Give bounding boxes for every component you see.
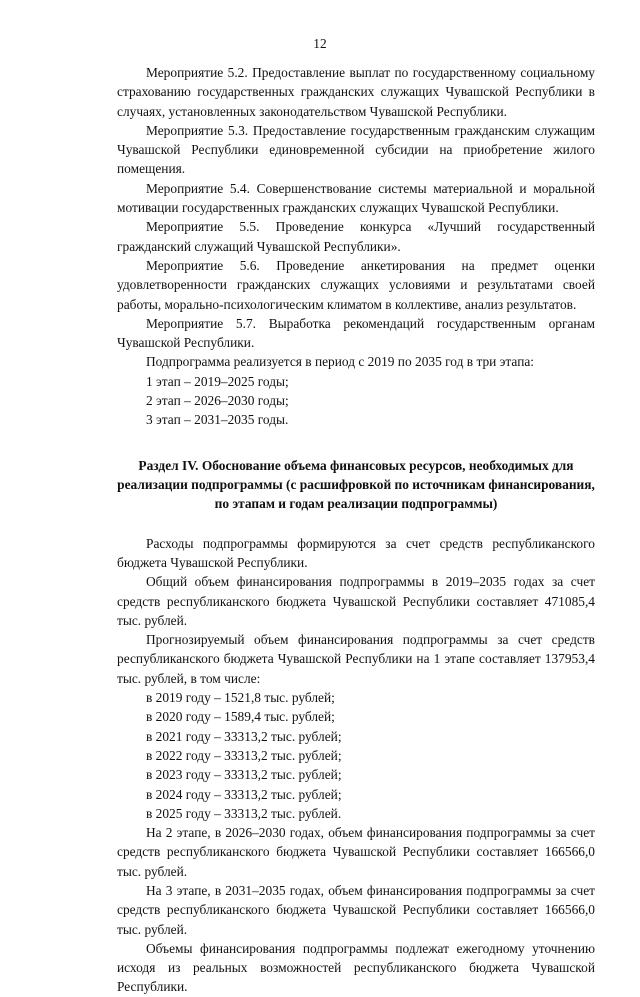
stage-item: 1 этап – 2019–2025 годы;	[146, 373, 289, 389]
stage2-funding: На 2 этапе, в 2026–2030 годах, объем финансирования подпрограммы за счет средств республиканского бюджета Чувашской Республики составляет 166566,0 тыс. рублей.	[117, 825, 595, 879]
yearly-amount: в 2022 году – 33313,2 тыс. рублей;	[146, 747, 342, 763]
stages-intro: Подпрограмма реализуется в период с 2019 по 2035 год в три этапа:	[146, 354, 535, 370]
stage1-forecast: Прогнозируемый объем финансирования подпрограммы за счет средств республиканского бюджета Чувашской Республики на 1 этапе составляет 137953,4 тыс. рублей, в том числе:	[117, 632, 595, 686]
measure-5-7: Мероприятие 5.7. Выработка рекомендаций государственным органам Чувашской Республики.	[117, 315, 595, 351]
stage-item: 3 этап – 2031–2035 годы.	[146, 412, 289, 428]
total-funding: Общий объем финансирования подпрограммы в 2019–2035 годах за счет средств республиканского бюджета Чувашской Республики составляет 471085,4 тыс. рублей.	[117, 574, 595, 628]
measure-5-3: Мероприятие 5.3. Предоставление государственным гражданским служащим Чувашской Республики единовременной субсидии на приобретение жилого помещения.	[117, 122, 595, 177]
yearly-amount: в 2021 году – 33313,2 тыс. рублей;	[146, 728, 342, 744]
closing-paragraph: Объемы финансирования подпрограммы подлежат ежегодному уточнению исходя из реальных возможностей республиканского бюджета Чувашской Республики.	[117, 940, 595, 995]
page-number: 12	[313, 36, 327, 51]
yearly-amount: в 2020 году – 1589,4 тыс. рублей;	[146, 709, 335, 725]
yearly-amount: в 2024 году – 33313,2 тыс. рублей;	[146, 786, 342, 802]
stage3-funding: На 3 этапе, в 2031–2035 годах, объем финансирования подпрограммы за счет средств республиканского бюджета Чувашской Республики составляет 166566,0 тыс. рублей.	[117, 882, 595, 937]
yearly-amount: в 2023 году – 33313,2 тыс. рублей;	[146, 767, 342, 783]
measure-5-2: Мероприятие 5.2. Предоставление выплат по государственному социальному страхованию государственных гражданских служащих Чувашской Республики в случаях, установленных законодательством Чувашской Республики.	[117, 65, 595, 119]
funding-source: Расходы подпрограммы формируются за счет средств республиканского бюджета Чувашской Республики.	[117, 535, 595, 570]
yearly-amount: в 2025 году – 33313,2 тыс. рублей.	[146, 805, 342, 821]
document-body	[117, 63, 595, 997]
section-heading: Раздел IV. Обоснование объема финансовых ресурсов, необходимых для реализации подпрограммы (с расшифровкой по источникам финансирования, по этапам и годам реализации подпрограммы)	[117, 457, 595, 511]
measure-5-5: Мероприятие 5.5. Проведение конкурса «Лучший государственный гражданский служащий Чувашской Республики».	[117, 219, 595, 254]
stage-item: 2 этап – 2026–2030 годы;	[146, 393, 289, 409]
measure-5-6: Мероприятие 5.6. Проведение анкетирования на предмет оценки удовлетворенности гражданских служащих условиями и результатами своей работы, морально-психологическим климатом в коллективе, анализ результатов.	[117, 257, 595, 312]
yearly-amount: в 2019 году – 1521,8 тыс. рублей;	[146, 690, 335, 706]
measure-5-4: Мероприятие 5.4. Совершенствование системы материальной и моральной мотивации государственных гражданских служащих Чувашской Республики.	[117, 180, 595, 216]
